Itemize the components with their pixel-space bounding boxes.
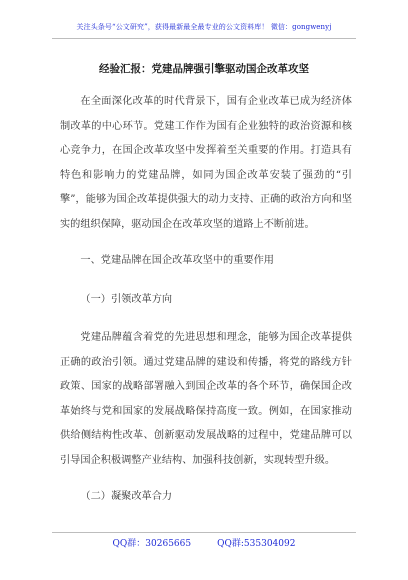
subsection-heading-2: （二）凝聚改革合力 — [80, 491, 173, 502]
subsection-1-paragraph: 党建品牌蕴含着党的先进思想和理念，能够为国企改革提供正确的政治引领。通过党建品牌的建设和传播，将党的路线方针政策、国家的战略部署融入到国企改革的各个环节，确保国企改革始终与党和国家的发展战略保持高度一致。例如，在国家推动供给侧结构性改革、创新驱动发展战略的过程中，党建品牌可以引导国企积极调整产业结构、加强科技创新，实现转型升级。 — [60, 332, 352, 466]
subsection-heading-1: （一）引领改革方向 — [80, 293, 173, 305]
document-body — [60, 90, 352, 510]
footer-contacts — [52, 538, 356, 550]
section-heading-1: 一、党建品牌在国企改革攻坚中的重要作用 — [80, 255, 274, 266]
qq-group-1[interactable]: QQ群：30265665 — [112, 539, 192, 549]
document-title: 经验汇报：党建品牌强引擎驱动国企改革攻坚 — [99, 63, 309, 75]
intro-paragraph: 在全面深化改革的时代背景下，国有企业改革已成为经济体制改革的中心环节。党建工作作为国有企业独特的政治资源和核心竞争力，在国企改革攻坚中发挥着至关重要的作用。打造具有特色和影响力的党建品牌，如同为国企改革安装了强劲的“引擎”，能够为国企改革提供强大的动力支持、正确的政治方向和坚实的组织保障，驱动国企在改革攻坚的道路上不断前进。 — [60, 96, 352, 230]
header-banner[interactable]: 关注头条号“公文研究”，获得最新最全最专业的公文资料库！ 微信：gongwenyj — [76, 23, 332, 31]
qq-group-2[interactable]: QQ群:535304092 — [217, 539, 296, 549]
header-divider — [52, 38, 356, 39]
footer-divider — [52, 532, 356, 533]
